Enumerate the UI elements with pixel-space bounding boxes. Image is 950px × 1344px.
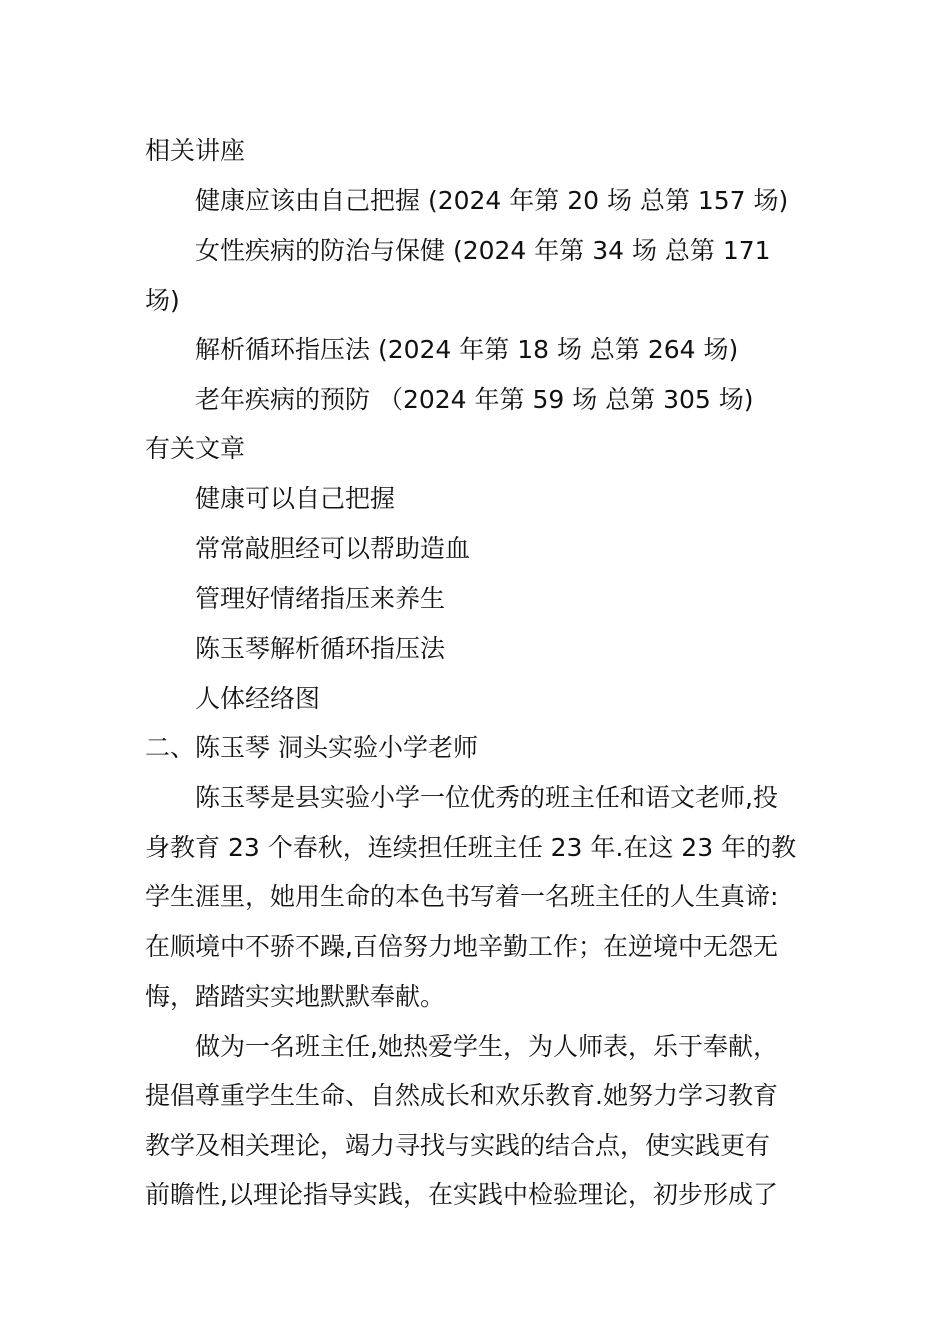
paragraph-line: 学生涯里，她用生命的本色书写着一名班主任的人生真谛:	[145, 882, 779, 911]
lecture-item: 老年疾病的预防 （2024 年第 59 场 总第 305 场)	[195, 385, 754, 414]
paragraph-line: 前瞻性,以理论指导实践，在实践中检验理论，初步形成了	[145, 1180, 778, 1209]
lecture-item: 健康应该由自己把握 (2024 年第 20 场 总第 157 场)	[195, 186, 789, 215]
lectures-heading: 相关讲座	[145, 136, 246, 165]
paragraph-line: 教学及相关理论，竭力寻找与实践的结合点，使实践更有	[145, 1131, 771, 1160]
article-item: 常常敲胆经可以帮助造血	[195, 534, 471, 563]
articles-heading: 有关文章	[145, 434, 246, 463]
section-heading: 二、陈玉琴 洞头实验小学老师	[145, 733, 478, 762]
lecture-item-continuation: 场)	[145, 286, 180, 315]
paragraph-line: 身教育 23 个春秋，连续担任班主任 23 年.在这 23 年的教	[145, 833, 797, 862]
paragraph-line: 在顺境中不骄不躁,百倍努力地辛勤工作；在逆境中无怨无	[145, 932, 778, 961]
paragraph-line: 做为一名班主任,她热爱学生，为人师表，乐于奉献，	[195, 1032, 778, 1061]
paragraph-line: 提倡尊重学生生命、自然成长和欢乐教育.她努力学习教育	[145, 1081, 778, 1110]
lecture-item: 解析循环指压法 (2024 年第 18 场 总第 264 场)	[195, 335, 739, 364]
article-item: 管理好情绪指压来养生	[195, 584, 446, 613]
paragraph-line: 陈玉琴是县实验小学一位优秀的班主任和语文老师,投	[195, 783, 778, 812]
paragraph-line: 悔，踏踏实实地默默奉献。	[145, 982, 446, 1011]
article-item: 人体经络图	[195, 684, 321, 713]
article-item: 健康可以自己把握	[195, 484, 396, 513]
lecture-item: 女性疾病的防治与保健 (2024 年第 34 场 总第 171	[195, 236, 771, 265]
article-item: 陈玉琴解析循环指压法	[195, 634, 446, 663]
